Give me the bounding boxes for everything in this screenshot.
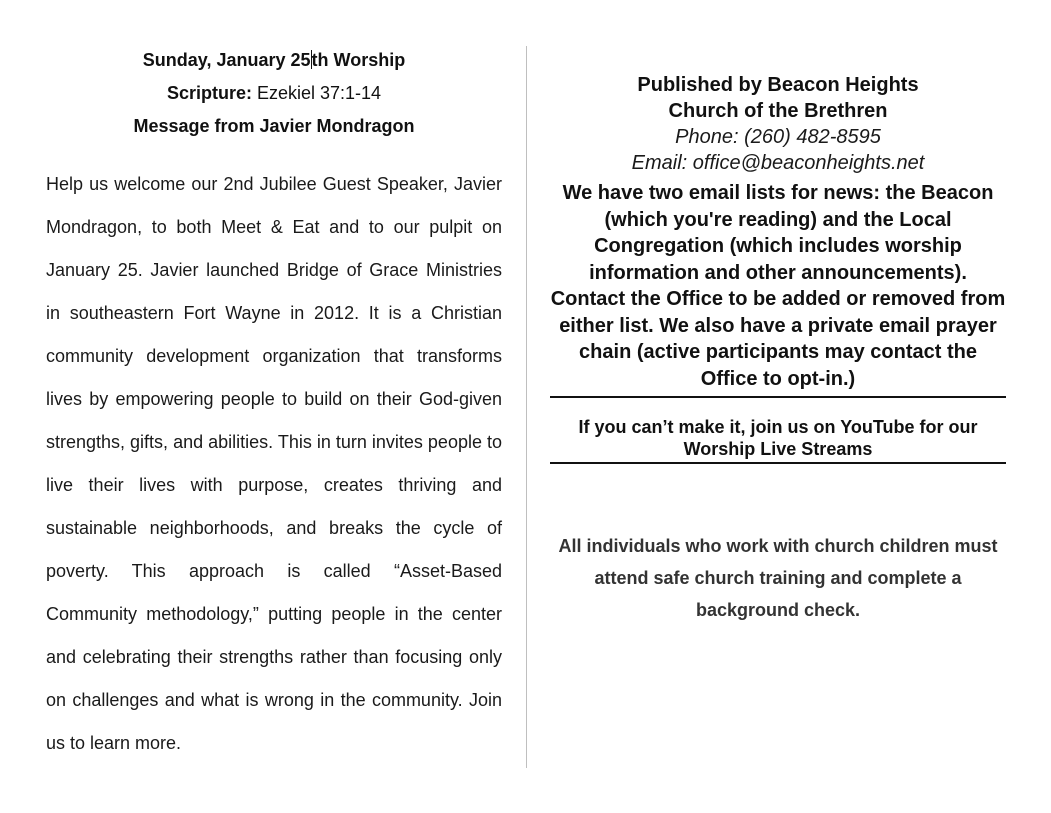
publisher-line-1: Published by Beacon Heights [637, 74, 919, 96]
safe-church-notice: All individuals who work with church children must attend safe church training and complete a background check. [558, 536, 998, 620]
scripture-line [46, 77, 502, 110]
worship-title [46, 44, 502, 77]
publisher-line-2: Church of the Brethren [668, 100, 888, 122]
column-divider [526, 46, 527, 768]
scripture-reference: Ezekiel 37:1-14 [251, 83, 382, 103]
scripture-label: Scripture: [166, 83, 252, 103]
article-body: Help us welcome our 2nd Jubilee Guest Speaker, Javier Mondragon, to both Meet & Eat and to our pulpit on January 25. Javier launched Bridge of Grace Ministries in southeastern Fort Wayne in 2012. It is a Christian community development organization that transforms lives by empowering people to build on their God-given strengths, gifts, and abilities. This in turn invites people to live their lives with purpose, creates thriving and sustainable neighborhoods, and breaks the cycle of poverty. This approach is called “Asset-Based Community methodology,” putting people in the center and celebrating their strengths rather than focusing only on challenges and what is wrong in the community. Join us to learn more. [46, 174, 502, 753]
email-address: Email: office@beaconheights.net [631, 152, 925, 174]
email-lists-notice: We have two email lists for news: the Beacon (which you're reading) and the Local Congregation (which includes worship information and other announcements). Contact the Office to be added or removed from either list. We also have a private email prayer chain (active participants may contact the Office to opt-in.) [550, 182, 1006, 390]
worship-title-start: Sunday, January 25 [142, 50, 311, 70]
worship-title-end: th Worship [311, 50, 406, 70]
worship-column [46, 44, 502, 783]
youtube-livestream-notice: If you can’t make it, join us on YouTube for our Worship Live Streams [550, 396, 1006, 464]
message-speaker: Message from Javier Mondragon [133, 116, 415, 136]
info-column [550, 72, 1006, 626]
phone-number: Phone: (260) 482-8595 [675, 126, 881, 148]
